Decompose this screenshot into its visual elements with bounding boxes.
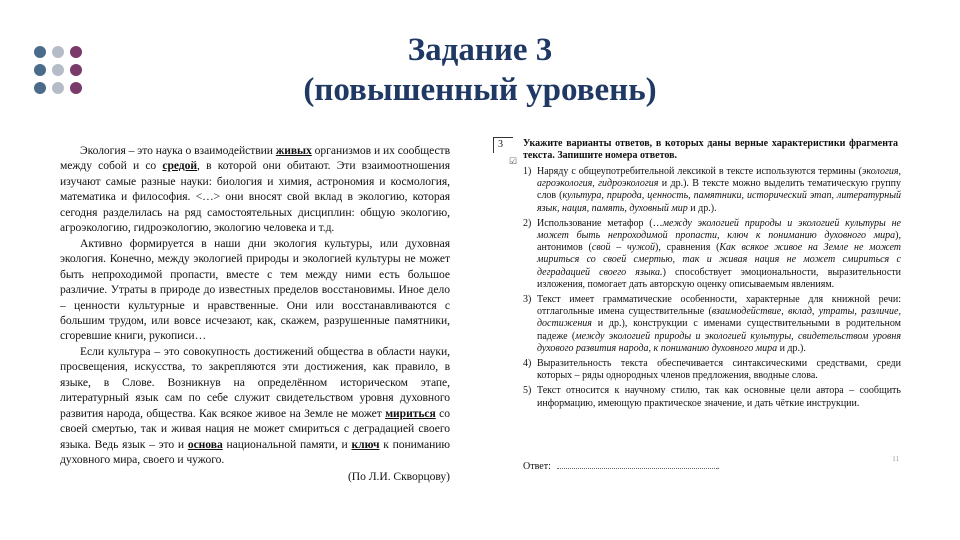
italic-example: взаимодействие, вклад, утраты, различие, достижения	[537, 306, 901, 330]
italic-example: экология, агроэкология, гидроэкология	[537, 166, 901, 190]
underlined-word: живых	[275, 144, 312, 157]
answer-options	[523, 166, 901, 413]
italic-example: свой – чужой	[591, 242, 656, 254]
italic-example: между экологией природы и экологией культуры не может быть непроходимой пропасти, ключ к пониманию духовного мира	[537, 217, 901, 242]
dot-icon	[70, 46, 82, 58]
answer-line[interactable]	[557, 468, 717, 469]
task-block	[493, 133, 903, 478]
option-text: Использование метафор (…между экологией природы и экологией культуры не может быть непроходимой пропасти, ключ к пониманию духовного мира), антонимов (свой – чужой), сравнения (Как всякое живое на Земле не может мириться со своей смертью, так и живая нация не может смириться с деградацией своего языка.) способствует эмоциональности, выразительности изложения, помогает дать авторскую оценку описываемым явлениям.	[537, 217, 901, 290]
option-number: 3)	[523, 294, 532, 306]
option-number: 4)	[523, 358, 532, 370]
answer-end: .	[716, 461, 720, 472]
checkbox-icon: ☑	[509, 156, 518, 166]
dot-icon	[52, 64, 64, 76]
answer-option	[523, 294, 901, 355]
dot-icon	[34, 82, 46, 94]
underlined-word: основа	[187, 437, 223, 451]
italic-example: Как всякое живое на Земле не может мириться со своей смертью, так и живая нация не может смириться с деградацией своего языка.	[537, 242, 901, 278]
option-text: Текст относится к научному стилю, так как основные цели автора – сообщить информацию, имеющую практическое значение, и дать чёткие инструкции.	[537, 385, 901, 409]
option-text: Наряду с общеупотребительной лексикой в тексте используются термины (экология, агроэкология, гидроэкология и др.). В тексте можно выделить тематическую группу слов (культура, природа, ценность, памятники, исторический этап, литературный язык, нация, память, духовный мир и др.).	[537, 166, 901, 214]
dot-icon	[70, 64, 82, 76]
option-number: 1)	[523, 166, 532, 177]
underlined-word: ключ	[351, 437, 380, 451]
paragraph-2: Активно формируется в наши дни экология культуры, или духовная экология. Конечно, между экологией природы и экологией культуры не может быть непроходимой пропасти, вместе с тем между ними есть большое различие. Утраты в природе до известных пределов восстановимы. Иное дело – ценности культурные и нравственные. Они или восстанавливаются с большим трудом, или вовсе исчезают, как, скажем, разрушенные памятники, сгоревшие книги, рукописи…	[60, 236, 450, 343]
answer-option	[523, 218, 901, 291]
option-text: Текст имеет грамматические особенности, характерные для книжной речи: отглагольные имена существительные (взаимодействие, вклад, утраты, различие, достижения и др.), конструкции с именами существительными в родительном падеже (между экологией природы и экологией культуры, свидетельством уровня духового развития народа, к пониманию духовного мира и др.).	[537, 294, 902, 354]
option-number: 5)	[523, 385, 532, 397]
answer-label: Ответ:	[523, 461, 551, 472]
page-number: 11	[892, 455, 899, 463]
dot-icon	[70, 82, 82, 94]
decorative-dots	[34, 46, 90, 102]
source-text	[60, 143, 450, 484]
task-prompt: Укажите варианты ответов, в которых даны верные характеристики фрагмента текста. Запишите номера ответов.	[523, 138, 898, 162]
answer-field[interactable]	[523, 461, 719, 473]
dot-icon	[52, 82, 64, 94]
option-number: 2)	[523, 217, 532, 229]
dot-icon	[34, 64, 46, 76]
paragraph-3: Если культура – это совокупность достижений общества в области науки, просвещения, искусства, то закрепляются эти достижения, как правило, в языке, в Слове. Возникнув на определённом историческом этапе, литературный язык сам по себе служит свидетельством уровня духовного развития народа, общества. Как всякое живое на Земле не может мириться со своей смертью, так и живая нация не может смириться с деградацией своего языка. Ведь язык – это и основа национальной памяти, и ключ к пониманию духовного мира, своего и чужого.	[60, 344, 451, 467]
title-line-2: (повышенный уровень)	[303, 72, 657, 108]
underlined-word: средой	[162, 159, 198, 173]
dot-icon	[34, 46, 46, 58]
author-attribution: (По Л.И. Скворцову)	[347, 469, 450, 483]
task-number: 3	[493, 137, 513, 153]
answer-option	[523, 358, 901, 382]
title-line-1: Задание 3	[407, 32, 553, 68]
answer-option	[523, 166, 901, 215]
paragraph-1: Экология – это наука о взаимодействии живых организмов и их сообществ между собой и со средой, в которой они обитают. Эти взаимоотношения изучают самые разные науки: биология и химия, астрономия и космология, математика и философия. <…> они вносят свой вклад в экологию, которая сегодня разделилась на ряд самостоятельных дисциплин: общую экологию, агроэкологию, гидроэкологию, экологию человека и т.д.	[60, 144, 450, 235]
slide-title	[180, 30, 780, 110]
dot-icon	[52, 46, 64, 58]
underlined-word: мириться	[385, 406, 436, 420]
option-text: Выразительность текста обеспечивается синтаксическими средствами, среди которых – ряды однородных членов предложения, вводные слова.	[537, 358, 901, 382]
italic-example: культура, природа, ценность, памятники, исторический этап, литературный язык, нация, память, духовный мир	[537, 190, 901, 214]
answer-option	[523, 385, 901, 409]
italic-example: между экологией природы и экологией культуры, свидетельством уровня духового развития народа, к пониманию духовного мира	[537, 330, 902, 354]
